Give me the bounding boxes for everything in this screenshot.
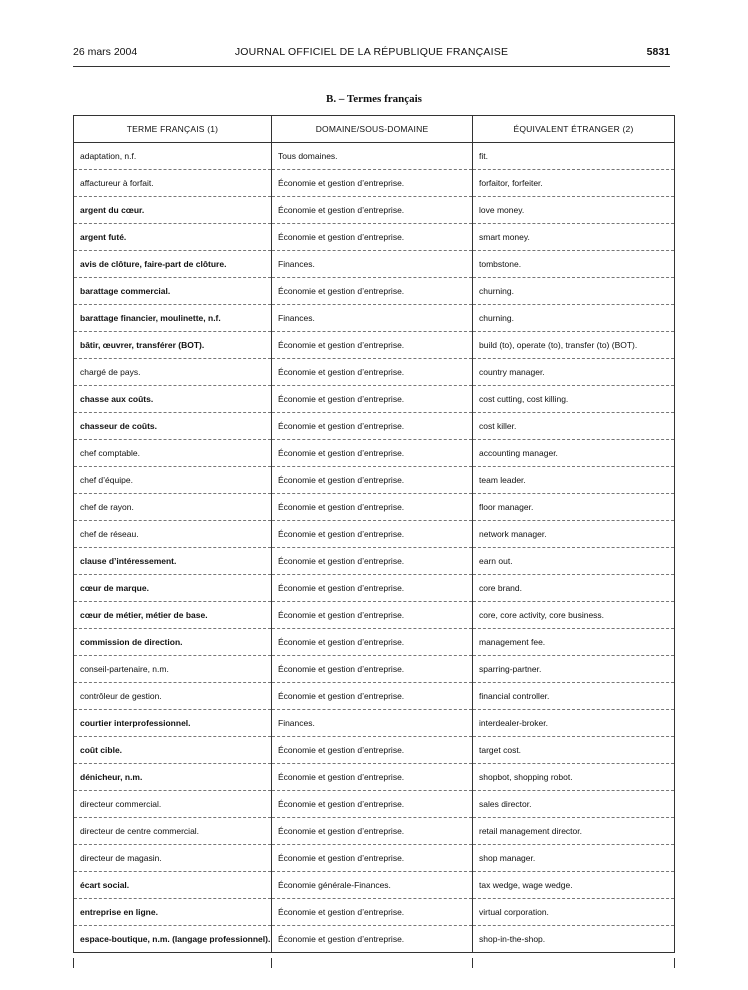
domain-cell: Économie et gestion d’entreprise. (272, 359, 473, 386)
term-cell: argent futé. (74, 224, 272, 251)
term-cell: conseil-partenaire, n.m. (74, 656, 272, 683)
table-row (74, 899, 675, 926)
term-cell: avis de clôture, faire-part de clôture. (74, 251, 272, 278)
domain-cell: Économie et gestion d’entreprise. (272, 683, 473, 710)
foreign-equivalent-cell: tax wedge, wage wedge. (473, 872, 675, 899)
foreign-equivalent-cell: accounting manager. (473, 440, 675, 467)
domain-cell: Économie et gestion d’entreprise. (272, 170, 473, 197)
term-cell: barattage commercial. (74, 278, 272, 305)
table-row (74, 710, 675, 737)
term-cell: chef comptable. (74, 440, 272, 467)
foreign-equivalent-cell: cost cutting, cost killing. (473, 386, 675, 413)
term-cell: courtier interprofessionnel. (74, 710, 272, 737)
foreign-equivalent-cell: team leader. (473, 467, 675, 494)
domain-cell: Économie générale-Finances. (272, 872, 473, 899)
term-cell: chef d’équipe. (74, 467, 272, 494)
table-row (74, 224, 675, 251)
term-cell: cœur de métier, métier de base. (74, 602, 272, 629)
table-row (74, 143, 675, 170)
table-row (74, 467, 675, 494)
table-row (74, 413, 675, 440)
table-row (74, 926, 675, 953)
table-row (74, 602, 675, 629)
domain-cell: Économie et gestion d’entreprise. (272, 467, 473, 494)
column-header-term: TERME FRANÇAIS (1) (74, 116, 272, 143)
table-row (74, 197, 675, 224)
domain-cell: Économie et gestion d’entreprise. (272, 602, 473, 629)
foreign-equivalent-cell: shop manager. (473, 845, 675, 872)
domain-cell: Économie et gestion d’entreprise. (272, 386, 473, 413)
term-cell: dénicheur, n.m. (74, 764, 272, 791)
foreign-equivalent-cell: cost killer. (473, 413, 675, 440)
foreign-equivalent-cell: core, core activity, core business. (473, 602, 675, 629)
foreign-equivalent-cell: interdealer-broker. (473, 710, 675, 737)
foreign-equivalent-cell: shop-in-the-shop. (473, 926, 675, 953)
foreign-equivalent-cell: earn out. (473, 548, 675, 575)
term-cell: cœur de marque. (74, 575, 272, 602)
domain-cell: Économie et gestion d’entreprise. (272, 656, 473, 683)
domain-cell: Économie et gestion d’entreprise. (272, 440, 473, 467)
table-row (74, 575, 675, 602)
table-row (74, 521, 675, 548)
term-cell: argent du cœur. (74, 197, 272, 224)
header-page-number: 5831 (646, 46, 670, 58)
foreign-equivalent-cell: floor manager. (473, 494, 675, 521)
header-journal-title: JOURNAL OFFICIEL DE LA RÉPUBLIQUE FRANÇAISE (234, 46, 509, 58)
term-cell: directeur commercial. (74, 791, 272, 818)
domain-cell: Économie et gestion d’entreprise. (272, 818, 473, 845)
table-row (74, 818, 675, 845)
foreign-equivalent-cell: shopbot, shopping robot. (473, 764, 675, 791)
table-row (74, 872, 675, 899)
foreign-equivalent-cell: churning. (473, 278, 675, 305)
table-row (74, 440, 675, 467)
domain-cell: Économie et gestion d’entreprise. (272, 899, 473, 926)
term-cell: chef de rayon. (74, 494, 272, 521)
foreign-equivalent-cell: retail management director. (473, 818, 675, 845)
table-row (74, 548, 675, 575)
term-cell: barattage financier, moulinette, n.f. (74, 305, 272, 332)
table-body (74, 143, 675, 953)
page-header (73, 44, 670, 67)
table-row (74, 764, 675, 791)
table-row (74, 737, 675, 764)
domain-cell: Économie et gestion d’entreprise. (272, 521, 473, 548)
domain-cell: Économie et gestion d’entreprise. (272, 332, 473, 359)
foreign-equivalent-cell: core brand. (473, 575, 675, 602)
term-cell: coût cible. (74, 737, 272, 764)
term-cell: contrôleur de gestion. (74, 683, 272, 710)
term-cell: entreprise en ligne. (74, 899, 272, 926)
term-cell: affactureur à forfait. (74, 170, 272, 197)
table-row (74, 170, 675, 197)
table-row (74, 251, 675, 278)
column-rule (674, 958, 675, 968)
foreign-equivalent-cell: love money. (473, 197, 675, 224)
table-header-row (74, 116, 675, 143)
foreign-equivalent-cell: virtual corporation. (473, 899, 675, 926)
term-cell: commission de direction. (74, 629, 272, 656)
domain-cell: Finances. (272, 251, 473, 278)
foreign-equivalent-cell: sales director. (473, 791, 675, 818)
table-row (74, 386, 675, 413)
table-row (74, 656, 675, 683)
section-title-text: B. – Termes français (326, 93, 422, 105)
domain-cell: Économie et gestion d’entreprise. (272, 926, 473, 953)
domain-cell: Économie et gestion d’entreprise. (272, 494, 473, 521)
term-cell: écart social. (74, 872, 272, 899)
term-cell: directeur de magasin. (74, 845, 272, 872)
table-row (74, 791, 675, 818)
domain-cell: Économie et gestion d’entreprise. (272, 764, 473, 791)
foreign-equivalent-cell: fit. (473, 143, 675, 170)
table-row (74, 629, 675, 656)
column-header-foreign-equivalent: ÉQUIVALENT ÉTRANGER (2) (473, 116, 675, 143)
term-cell: chargé de pays. (74, 359, 272, 386)
header-date: 26 mars 2004 (73, 46, 138, 58)
table-row (74, 845, 675, 872)
column-rule (271, 958, 272, 968)
table-row (74, 278, 675, 305)
column-rule (472, 958, 473, 968)
foreign-equivalent-cell: financial controller. (473, 683, 675, 710)
foreign-equivalent-cell: network manager. (473, 521, 675, 548)
domain-cell: Économie et gestion d’entreprise. (272, 791, 473, 818)
domain-cell: Finances. (272, 710, 473, 737)
foreign-equivalent-cell: build (to), operate (to), transfer (to) (BOT). (473, 332, 675, 359)
term-cell: clause d’intéressement. (74, 548, 272, 575)
table-row (74, 359, 675, 386)
domain-cell: Économie et gestion d’entreprise. (272, 197, 473, 224)
domain-cell: Économie et gestion d’entreprise. (272, 224, 473, 251)
column-rule (73, 958, 74, 968)
foreign-equivalent-cell: churning. (473, 305, 675, 332)
terms-table (73, 115, 675, 953)
foreign-equivalent-cell: tombstone. (473, 251, 675, 278)
foreign-equivalent-cell: management fee. (473, 629, 675, 656)
domain-cell: Économie et gestion d’entreprise. (272, 845, 473, 872)
term-cell: adaptation, n.f. (74, 143, 272, 170)
domain-cell: Finances. (272, 305, 473, 332)
domain-cell: Économie et gestion d’entreprise. (272, 548, 473, 575)
domain-cell: Économie et gestion d’entreprise. (272, 278, 473, 305)
table-row (74, 305, 675, 332)
domain-cell: Économie et gestion d’entreprise. (272, 575, 473, 602)
table-row (74, 332, 675, 359)
foreign-equivalent-cell: smart money. (473, 224, 675, 251)
term-cell: chef de réseau. (74, 521, 272, 548)
section-title (0, 93, 748, 105)
term-cell: chasseur de coûts. (74, 413, 272, 440)
domain-cell: Économie et gestion d’entreprise. (272, 629, 473, 656)
foreign-equivalent-cell: country manager. (473, 359, 675, 386)
table-row (74, 683, 675, 710)
domain-cell: Tous domaines. (272, 143, 473, 170)
foreign-equivalent-cell: target cost. (473, 737, 675, 764)
term-cell: chasse aux coûts. (74, 386, 272, 413)
term-cell: espace-boutique, n.m. (langage professionnel). (74, 926, 272, 953)
foreign-equivalent-cell: sparring-partner. (473, 656, 675, 683)
term-cell: directeur de centre commercial. (74, 818, 272, 845)
table-row (74, 494, 675, 521)
column-header-domain: DOMAINE/SOUS-DOMAINE (272, 116, 473, 143)
domain-cell: Économie et gestion d’entreprise. (272, 737, 473, 764)
term-cell: bâtir, œuvrer, transférer (BOT). (74, 332, 272, 359)
foreign-equivalent-cell: forfaitor, forfeiter. (473, 170, 675, 197)
domain-cell: Économie et gestion d’entreprise. (272, 413, 473, 440)
